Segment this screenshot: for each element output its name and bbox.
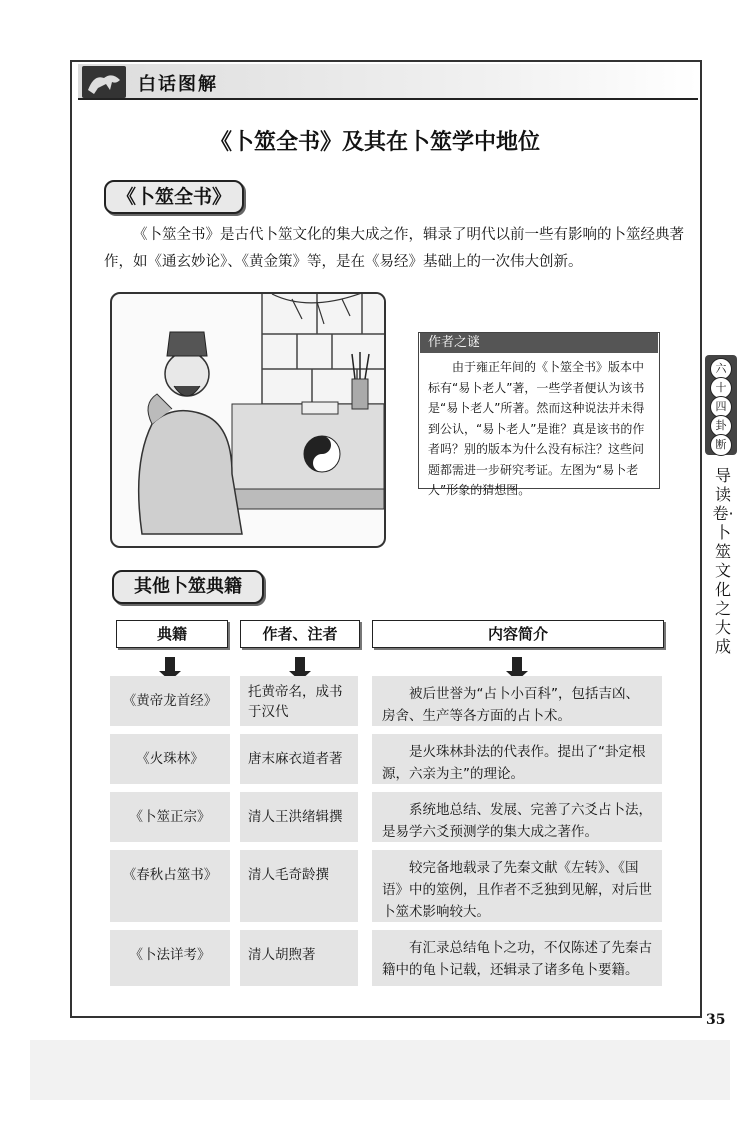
side-circle-3: 四 — [710, 396, 732, 418]
page-number: 35 — [706, 1012, 726, 1028]
side-circle-5: 断 — [710, 434, 732, 456]
column-header-author: 作者、注者 — [240, 620, 360, 648]
column-header-desc: 内容简介 — [372, 620, 664, 648]
table-row-author: 清人胡煦著 — [240, 930, 358, 986]
table-row-desc: 有汇录总结龟卜之功，不仅陈述了先秦古籍中的龟卜记载，还辑录了诸多龟卜要籍。 — [372, 930, 662, 986]
table-row-author: 唐末麻衣道者著 — [240, 734, 358, 784]
table-row-book: 《春秋占筮书》 — [110, 850, 230, 922]
note-text: 由于雍正年间的《卜筮全书》版本中标有“易卜老人”著，一些学者便认为该书是“易卜老人”所著。然而这种说法并未得到公认，“易卜老人”是谁？真是该书的作者吗？别的版本为什么没有标注？这些问题都需进一步研究考证。左图为“易卜老人”形象的猜想图。 — [428, 360, 645, 497]
side-circle-2: 十 — [710, 377, 732, 399]
header-logo-icon — [82, 66, 126, 98]
header-title: 白话图解 — [138, 74, 218, 95]
section-tag-other-books: 其他卜筮典籍 — [112, 570, 264, 604]
side-circle-4: 卦 — [710, 415, 732, 437]
table-row-desc: 较完备地载录了先秦文献《左转》、《国语》中的筮例，且作者不乏独到见解，对后世卜筮术影响较大。 — [372, 850, 662, 922]
table-row-book: 《火珠林》 — [110, 734, 230, 784]
table-row-book: 《卜筮正宗》 — [110, 792, 230, 842]
table-row-book: 《卜法详考》 — [110, 930, 230, 986]
table-row-desc: 是火珠林卦法的代表作。提出了“卦定根源，六亲为主”的理论。 — [372, 734, 662, 784]
note-title: 作者之谜 — [420, 333, 658, 353]
page-title: 《卜筮全书》及其在卜筮学中地位 — [209, 130, 540, 155]
section-tag-book: 《卜筮全书》 — [104, 180, 244, 214]
table-row-author: 清人毛奇龄撰 — [240, 850, 358, 922]
side-circle-1: 六 — [710, 358, 732, 380]
sage-illustration — [110, 292, 386, 548]
table-row-author: 清人王洪绪辑撰 — [240, 792, 358, 842]
arrow-down-icon — [295, 657, 305, 671]
intro-paragraph: 《卜筮全书》是古代卜筮文化的集大成之作，辑录了明代以前一些有影响的卜筮经典著作，如《通玄妙论》、《黄金策》等，是在《易经》基础上的一次伟大创新。 — [104, 227, 684, 270]
page-bottom-shadow — [30, 1040, 730, 1100]
table-row-book: 《黄帝龙首经》 — [110, 676, 230, 726]
arrow-down-icon — [512, 657, 522, 671]
column-header-book: 典籍 — [116, 620, 228, 648]
table-row-author: 托黄帝名，成书于汉代 — [240, 676, 358, 726]
side-chapter-text: 导读卷·卜筮文化之大成 — [712, 466, 734, 656]
table-row-desc: 被后世誉为“占卜小百科”，包括吉凶、房舍、生产等各方面的占卜术。 — [372, 676, 662, 726]
table-row-desc: 系统地总结、发展、完善了六爻占卜法，是易学六爻预测学的集大成之著作。 — [372, 792, 662, 842]
arrow-down-icon — [165, 657, 175, 671]
